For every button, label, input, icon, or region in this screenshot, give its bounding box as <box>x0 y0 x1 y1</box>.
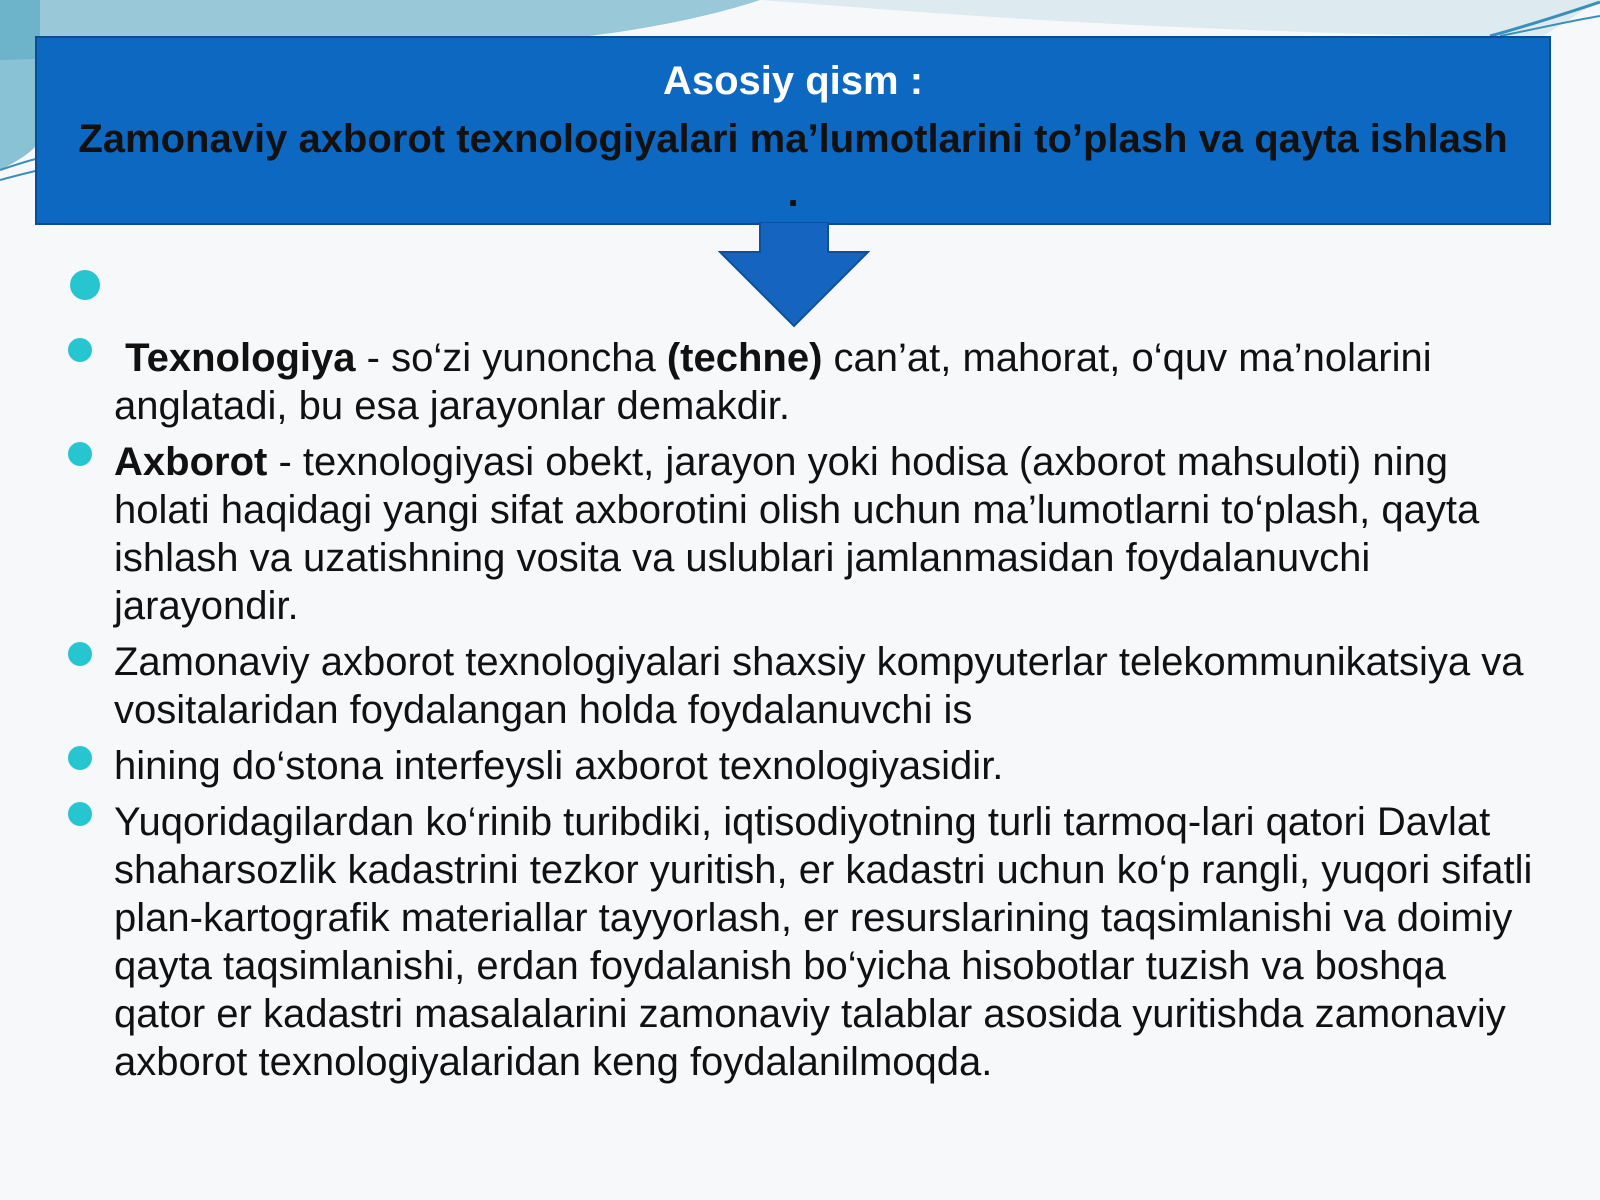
list-item: Zamonaviy axborot texnologiyalari shaxsiy kompyuterlar telekommunikatsiya va vositalaridan foydalangan holda foydalanuvchi is <box>66 638 1546 734</box>
bullet-dot-icon <box>70 270 100 300</box>
list-item <box>66 262 1546 310</box>
list-item: hining do‘stona interfeysli axborot texnologiyasidir. <box>66 742 1546 790</box>
title-subheading-period: . <box>787 171 799 215</box>
title-subheading-text: Zamonaviy axborot texnologiyalari ma’lumotlarini to’plash va qayta ishlash <box>78 117 1508 161</box>
title-banner <box>35 36 1551 225</box>
title-subheading <box>77 112 1509 220</box>
list-item: Yuqoridagilardan ko‘rinib turibdiki, iqtisodiyotning turli tarmoq-lari qatori Davlat shaharsozlik kadastrini tezkor yuritish, er kadastri uchun ko‘p rangli, yuqori sifatli plan-kartografik materiallar tayyorlash, er resurslarining taqsimlanishi va doimiy qayta taqsimlanishi, erdan foydalanish bo‘yicha hisobotlar tuzish va boshqa qator er kadastri masalalarini zamonaviy talablar asosida yuritishda zamonaviy axborot texnologiyalaridan keng foydalanilmoqda. <box>66 798 1546 1086</box>
title-heading: Asosiy qism : <box>662 59 924 103</box>
list-item: Axborot - texnologiyasi obekt, jarayon yoki hodisa (axborot mahsuloti) ning holati haqidagi yangi sifat axborotini olish uchun ma’lumotlarni to‘plash, qayta ishlash va uzatishning vosita va uslublari jamlanmasidan foydalanuvchi jarayondir. <box>66 438 1546 630</box>
bullet-dot-icon <box>68 746 92 770</box>
term-axborot: Axborot <box>114 440 268 484</box>
bullet-dot-icon <box>68 642 92 666</box>
term-texnologiya: Texnologiya <box>125 336 356 380</box>
bullet-dot-icon <box>68 338 92 362</box>
bullet-list <box>66 262 1546 1094</box>
list-item: Texnologiya - so‘zi yunoncha (techne) can’at, mahorat, o‘quv ma’nolarini anglatadi, bu esa jarayonlar demakdir. <box>66 334 1546 430</box>
bullet-dot-icon <box>68 442 92 466</box>
bullet-dot-icon <box>68 802 92 826</box>
term-techne: (techne) <box>666 336 823 380</box>
